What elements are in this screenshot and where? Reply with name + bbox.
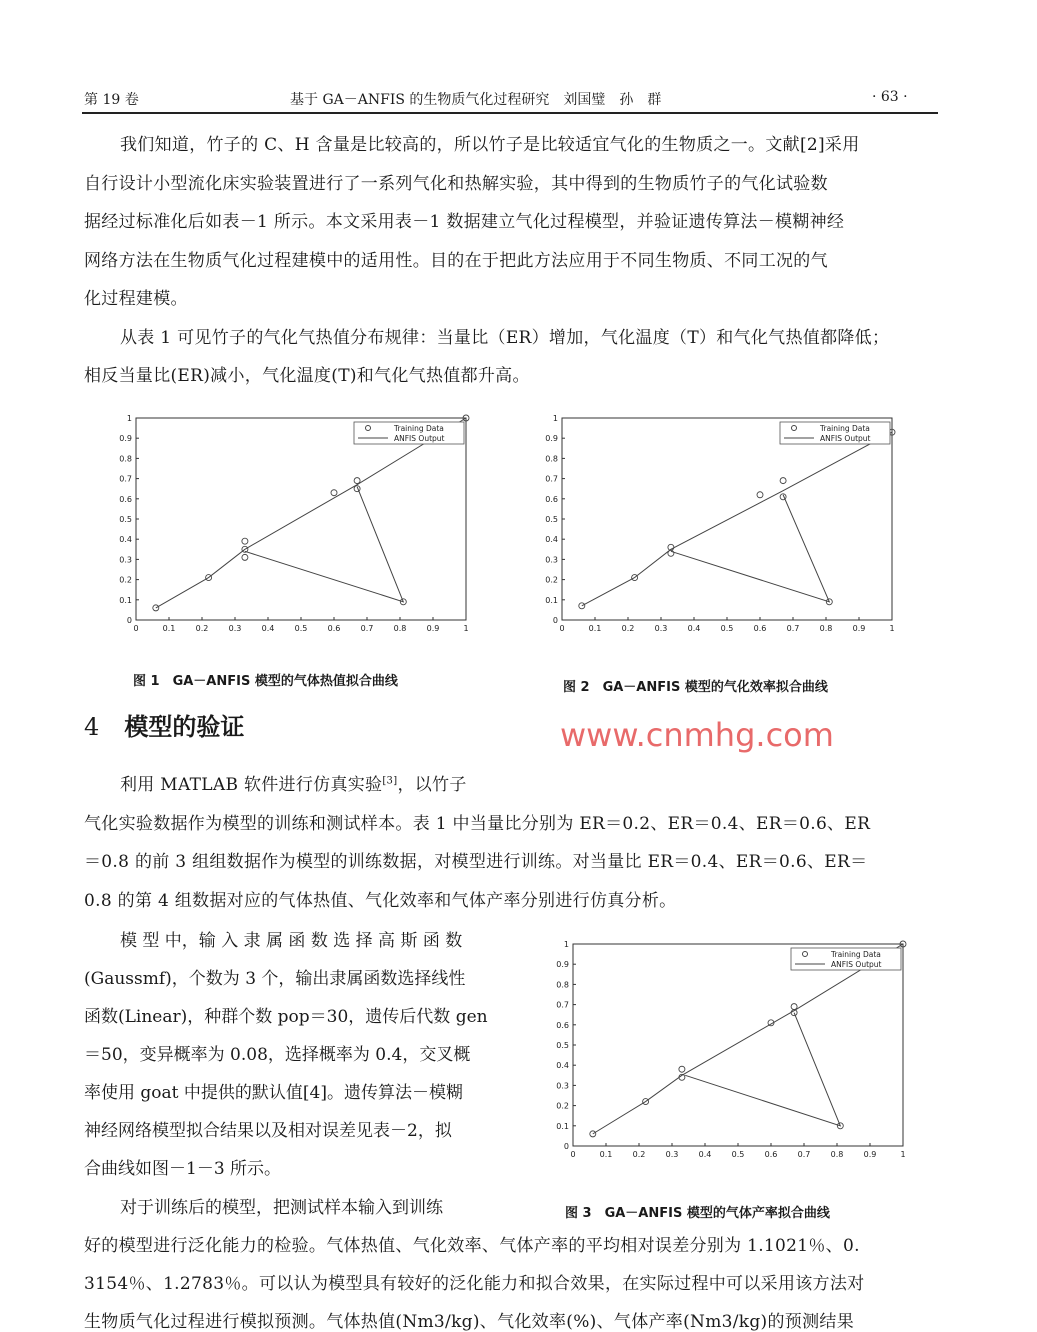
anfis-output-line	[582, 432, 892, 606]
training-data-point	[780, 478, 786, 484]
x-tick-label: 0.6	[764, 1150, 778, 1159]
figure-1-caption: 图 1 GA－ANFIS 模型的气体热值拟合曲线	[133, 674, 398, 689]
section-number: 4	[84, 713, 100, 741]
section-heading	[84, 707, 244, 742]
legend-label: Training Data	[820, 424, 870, 433]
y-tick-label: 0	[563, 1142, 569, 1151]
y-tick-label: 0.8	[119, 454, 132, 464]
x-tick-label: 0.9	[863, 1150, 877, 1159]
training-data-point	[668, 550, 674, 556]
text-line: 3154％、1.2783％。可以认为模型具有较好的泛化能力和拟合效果，在实际过程中可以采用该方法对	[84, 1274, 865, 1294]
x-tick-label: 0.3	[665, 1150, 679, 1159]
x-tick-label: 0.5	[731, 1150, 745, 1159]
figure-2-chart	[536, 408, 916, 640]
text-line: 神经网络模型拟合结果以及相对误差见表－2，拟	[84, 1121, 452, 1141]
y-tick-label: 1	[552, 414, 558, 423]
y-tick-label: 0.1	[119, 595, 132, 605]
training-data-point	[242, 554, 248, 560]
figure-3-caption: 图 3 GA－ANFIS 模型的气体产率拟合曲线	[565, 1206, 830, 1221]
y-tick-label: 0.3	[545, 555, 558, 565]
text-line	[120, 770, 467, 795]
x-tick-label: 0.8	[393, 624, 407, 633]
y-tick-label: 0.4	[556, 1061, 569, 1071]
anfis-output-line	[671, 495, 829, 602]
text-line: 我们知道，竹子的 C、H 含量是比较高的，所以竹子是比较适宜气化的生物质之一。文献[2]采用	[120, 135, 860, 155]
x-tick-label: 0	[570, 1150, 576, 1159]
training-data-point	[791, 1004, 797, 1010]
y-tick-label: 0.9	[556, 960, 569, 970]
y-tick-label: 0.2	[545, 575, 558, 585]
x-tick-label: 0	[133, 624, 139, 633]
y-tick-label: 0.5	[556, 1041, 569, 1050]
text-line: 合曲线如图－1－3 所示。	[84, 1159, 282, 1179]
x-tick-label: 0.3	[654, 624, 668, 633]
running-title: 基于 GA－ANFIS 的生物质气化过程研究 刘国璧 孙 群	[290, 92, 662, 108]
text-line: 函数(Linear)，种群个数 pop＝30，遗传后代数 gen	[84, 1007, 488, 1027]
section-title: 模型的验证	[124, 713, 245, 741]
text-line: 化过程建模。	[84, 289, 188, 309]
training-data-point	[354, 486, 360, 492]
x-tick-label: 0.4	[261, 624, 275, 633]
x-tick-label: 0.8	[819, 624, 833, 633]
x-tick-label: 0.4	[698, 1150, 712, 1159]
header-rule	[82, 112, 938, 114]
y-tick-label: 0.4	[119, 535, 132, 545]
legend-label: Training Data	[831, 950, 881, 959]
y-tick-label: 0.7	[545, 474, 558, 484]
training-data-point	[331, 490, 337, 496]
page-number: · 63 ·	[872, 89, 908, 105]
y-tick-label: 0.3	[556, 1081, 569, 1091]
x-tick-label: 0.7	[786, 624, 800, 633]
y-tick-label: 1	[563, 940, 569, 949]
y-tick-label: 0.3	[119, 555, 132, 565]
x-tick-label: 1	[900, 1150, 906, 1159]
y-tick-label: 0.5	[545, 515, 558, 524]
text-line: 相反当量比(ER)减小，气化温度(T)和气化气热值都升高。	[84, 366, 530, 386]
figure-3-chart	[547, 934, 927, 1166]
legend-label: ANFIS Output	[831, 960, 882, 969]
x-tick-label: 0	[559, 624, 565, 633]
text-line: 0.8 的第 4 组数据对应的气体热值、气化效率和气体产率分别进行仿真分析。	[84, 891, 677, 911]
x-tick-label: 0.2	[632, 1150, 646, 1159]
y-tick-label: 0.6	[545, 494, 558, 504]
y-tick-label: 0.1	[556, 1121, 569, 1131]
training-data-point	[354, 478, 360, 484]
x-tick-label: 0.7	[797, 1150, 811, 1159]
text-line: 网络方法在生物质气化过程建模中的适用性。目的在于把此方法应用于不同生物质、不同工况的气	[84, 251, 828, 271]
training-data-point	[780, 494, 786, 500]
y-tick-label: 0.9	[119, 434, 132, 444]
anfis-output-line	[593, 944, 903, 1134]
y-tick-label: 0.5	[119, 515, 132, 524]
x-tick-label: 1	[463, 624, 469, 633]
y-tick-label: 0.8	[545, 454, 558, 464]
citation: [3]	[382, 775, 398, 787]
y-tick-label: 1	[126, 414, 132, 423]
legend-label: Training Data	[394, 424, 444, 433]
y-tick-label: 0.2	[119, 575, 132, 585]
text-line: 自行设计小型流化床实验装置进行了一系列气化和热解实验，其中得到的生物质竹子的气化试验数	[84, 174, 828, 194]
text-line: ＝0.8 的前 3 组组数据作为模型的训练数据，对模型进行训练。对当量比 ER＝0.4、ER＝0.6、ER＝	[84, 852, 868, 872]
text-line: 据经过标准化后如表－1 所示。本文采用表－1 数据建立气化过程模型，并验证遗传算法－模糊神经	[84, 212, 845, 232]
y-tick-label: 0.7	[119, 474, 132, 484]
x-tick-label: 0.9	[426, 624, 440, 633]
text-line: ＝50，变异概率为 0.08，选择概率为 0.4，交叉概	[84, 1045, 471, 1065]
watermark: www.cnmhg.com	[560, 716, 834, 754]
x-tick-label: 1	[889, 624, 895, 633]
y-tick-label: 0	[126, 616, 132, 625]
y-tick-label: 0.9	[545, 434, 558, 444]
x-tick-label: 0.6	[753, 624, 767, 633]
text-line: 从表 1 可见竹子的气化气热值分布规律：当量比（ER）增加，气化温度（T）和气化气热值都降低；	[120, 328, 890, 348]
x-tick-label: 0.2	[621, 624, 635, 633]
figure-2-caption: 图 2 GA－ANFIS 模型的气化效率拟合曲线	[563, 680, 828, 695]
y-tick-label: 0	[552, 616, 558, 625]
legend-label: ANFIS Output	[394, 434, 445, 443]
x-tick-label: 0.1	[599, 1150, 613, 1159]
x-tick-label: 0.1	[162, 624, 176, 633]
y-tick-label: 0.8	[556, 980, 569, 990]
x-tick-label: 0.7	[360, 624, 374, 633]
text-span: ，以竹子	[397, 775, 467, 795]
anfis-output-line	[685, 1013, 840, 1126]
text-line: 对于训练后的模型，把测试样本输入到训练	[120, 1198, 443, 1218]
training-data-point	[579, 603, 585, 609]
figure-1-chart	[110, 408, 490, 640]
y-tick-label: 0.2	[556, 1101, 569, 1111]
y-tick-label: 0.7	[556, 1000, 569, 1010]
x-tick-label: 0.6	[327, 624, 341, 633]
y-tick-label: 0.6	[556, 1020, 569, 1030]
training-data-point	[757, 492, 763, 498]
x-tick-label: 0.9	[852, 624, 866, 633]
text-line: 生物质气化过程进行模拟预测。气体热值(Nm3/kg)、气化效率(%)、气体产率(Nm3/kg)的预测结果	[84, 1312, 854, 1332]
text-line: 模 型 中，输 入 隶 属 函 数 选 择 高 斯 函 数	[120, 931, 463, 951]
text-line: 气化实验数据作为模型的训练和测试样本。表 1 中当量比分别为 ER＝0.2、ER＝0.4、ER＝0.6、ER	[84, 814, 871, 834]
x-tick-label: 0.8	[830, 1150, 844, 1159]
x-tick-label: 0.3	[228, 624, 242, 633]
volume-label: 第 19 卷	[84, 92, 139, 108]
x-tick-label: 0.2	[195, 624, 209, 633]
y-tick-label: 0.6	[119, 494, 132, 504]
text-line: 好的模型进行泛化能力的检验。气体热值、气化效率、气体产率的平均相对误差分别为 1.1021％、0.	[84, 1236, 860, 1256]
training-data-point	[590, 1131, 596, 1137]
y-tick-label: 0.1	[545, 595, 558, 605]
text-line: 率使用 goat 中提供的默认值[4]。遗传算法－模糊	[84, 1083, 463, 1103]
text-line: (Gaussmf)，个数为 3 个，输出隶属函数选择线性	[84, 969, 466, 989]
training-data-point	[242, 538, 248, 544]
legend-label: ANFIS Output	[820, 434, 871, 443]
x-tick-label: 0.4	[687, 624, 701, 633]
text-span: 利用 MATLAB 软件进行仿真实验	[120, 775, 383, 795]
x-tick-label: 0.5	[294, 624, 308, 633]
anfis-output-line	[156, 418, 466, 608]
y-tick-label: 0.4	[545, 535, 558, 545]
training-data-point	[679, 1066, 685, 1072]
x-tick-label: 0.1	[588, 624, 602, 633]
x-tick-label: 0.5	[720, 624, 734, 633]
